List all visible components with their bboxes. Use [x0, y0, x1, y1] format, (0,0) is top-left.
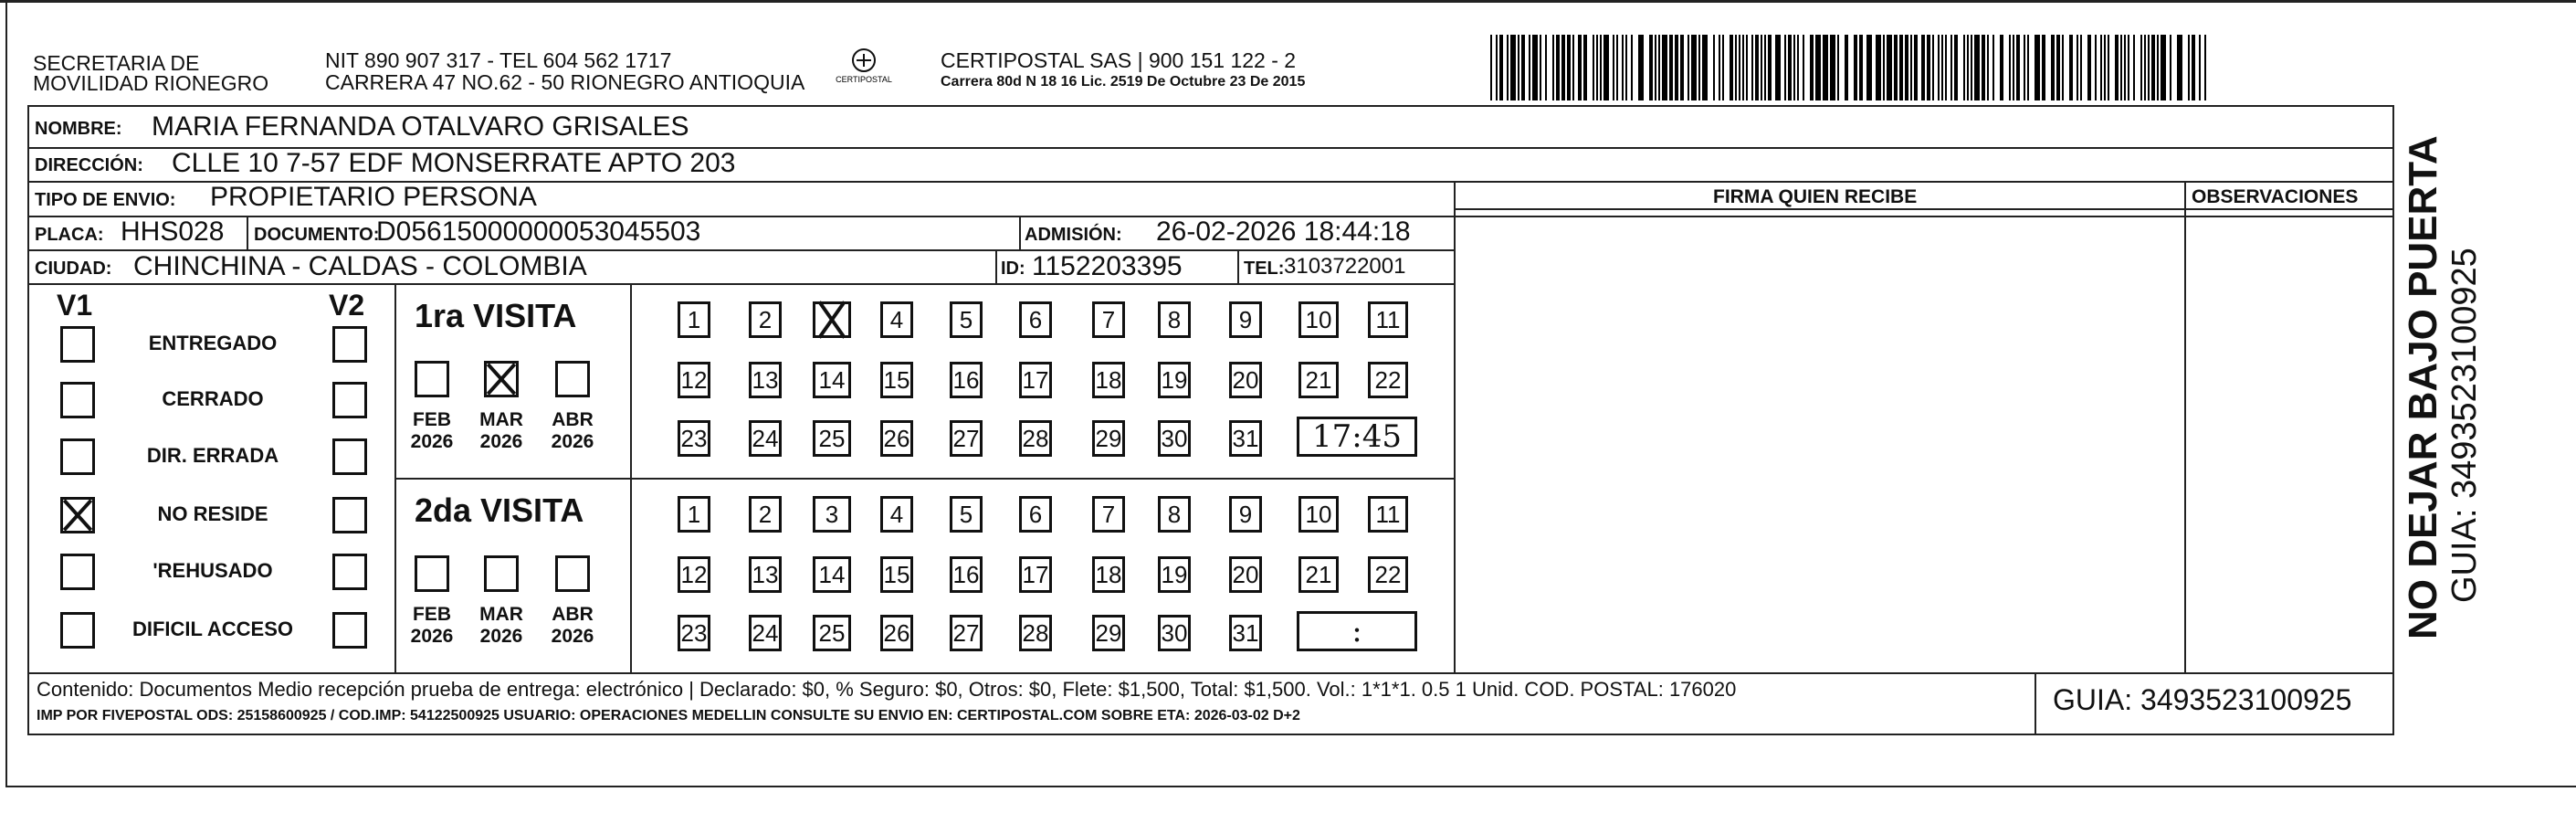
barcode-bar [1499, 35, 1503, 100]
barcode-bar [1596, 35, 1598, 100]
visit-day-box[interactable]: 23 [678, 615, 710, 651]
nit-line: NIT 890 907 317 - TEL 604 562 1717 [325, 48, 672, 72]
visit-day-box[interactable] [813, 301, 851, 338]
barcode-bar [1823, 35, 1828, 100]
cell-divider [247, 216, 248, 249]
barcode-bar [2204, 35, 2206, 100]
barcode-bar [1616, 35, 1618, 100]
barcode-bar [1556, 35, 1560, 100]
cell-divider [995, 249, 997, 283]
city-label: CIUDAD: [35, 259, 112, 279]
visit-day-box[interactable]: 17 [1019, 556, 1052, 593]
barcode-bar [2051, 35, 2055, 100]
cell-divider [1237, 249, 1239, 283]
visit-day-box[interactable]: 4 [880, 301, 913, 338]
barcode-bar [2151, 35, 2155, 100]
barcode-bar [1761, 35, 1762, 100]
barcode-bar [1793, 35, 1795, 100]
visit-day-box[interactable]: 30 [1158, 420, 1191, 457]
barcode-bar [2170, 35, 2171, 100]
recipient-id: 1152203395 [1032, 251, 1183, 281]
barcode-bar [1932, 35, 1934, 100]
visit-day-box[interactable]: 31 [1229, 420, 1262, 457]
barcode-bar [1859, 35, 1863, 100]
contents-line: Contenido: Documentos Medio recepción prueba de entrega: electrónico | Declarado: $0, % Seguro: $0, Otros: $0, Flete: $1,500, Total: $1,500. Vol.: 1*1*1. 0.5 1 Unid. COD. POSTAL: 176020 [37, 678, 1737, 701]
send-type: PROPIETARIO PERSONA [210, 182, 537, 212]
barcode-bar [1938, 35, 1940, 100]
barcode-bar [1510, 35, 1516, 100]
barcode-bar [1583, 35, 1587, 100]
company-line: CERTIPOSTAL SAS | 900 151 122 - 2 [941, 48, 1297, 72]
visit-day-box[interactable]: 27 [950, 420, 983, 457]
visit-day-box[interactable]: 24 [749, 420, 782, 457]
visit-day-box[interactable]: 13 [749, 362, 782, 398]
v2-header: V2 [329, 289, 365, 322]
barcode-bar [2062, 35, 2064, 100]
barcode-bar [1768, 35, 1772, 100]
barcode-bar [1675, 35, 1678, 100]
barcode-bar [1722, 35, 1724, 100]
barcode-bar [2080, 35, 2082, 100]
visit-month-label [550, 604, 595, 648]
visit-day-box[interactable]: 30 [1158, 615, 1191, 651]
visit-day-box[interactable]: 16 [950, 362, 983, 398]
barcode-bar [1784, 35, 1786, 100]
admission-label: ADMISIÓN: [1025, 225, 1122, 245]
visit-day-box[interactable]: 28 [1019, 420, 1052, 457]
barcode-bar [1954, 35, 1958, 100]
org-line-2: MOVILIDAD RIONEGRO [33, 71, 269, 95]
barcode-bar [1691, 35, 1697, 100]
visit-month-name: MAR [479, 604, 523, 625]
barcode-bar [1496, 35, 1498, 100]
barcode-bar [1540, 35, 1541, 100]
visit-month-label [550, 409, 595, 453]
visit-day-box[interactable]: 2 [749, 301, 782, 338]
visit-month-checkbox[interactable] [415, 361, 449, 397]
barcode-bar [2188, 35, 2190, 100]
signature-header-line [1454, 208, 2394, 210]
barcode-bar [1638, 35, 1644, 100]
visit-day-box[interactable]: 21 [1299, 556, 1339, 593]
barcode-bar [1921, 35, 1925, 100]
visit-month-year: 2026 [551, 626, 594, 648]
sheet-bottom-edge [5, 786, 2576, 787]
observations-divider [2184, 181, 2186, 672]
visit-day-box[interactable]: 24 [749, 615, 782, 651]
visit-day-box[interactable]: 19 [1158, 362, 1191, 398]
visit-day-box[interactable]: 8 [1158, 496, 1191, 533]
visit-day-box[interactable]: 14 [813, 556, 851, 593]
visit-day-box[interactable]: 16 [950, 556, 983, 593]
status-label: 'REHUSADO [152, 559, 273, 582]
visit-month-label [409, 409, 455, 453]
address-label: DIRECCIÓN: [35, 155, 143, 175]
status-v1-checkbox[interactable] [60, 497, 95, 533]
tracking-barcode [1490, 35, 2212, 100]
barcode-bar [2009, 35, 2011, 100]
visit-month-year: 2026 [551, 431, 594, 453]
barcode-bar [1887, 35, 1892, 100]
barcode-bar [1600, 35, 1602, 100]
barcode-bar [1845, 35, 1848, 100]
barcode-bar [1894, 35, 1898, 100]
barcode-bar [1490, 35, 1492, 100]
visit-month-name: ABR [552, 409, 594, 430]
barcode-bar [1545, 35, 1547, 100]
barcode-bar [2199, 35, 2201, 100]
barcode-bar [2100, 35, 2102, 100]
send-type-label: TIPO DE ENVIO: [35, 190, 176, 210]
visit-day-box[interactable]: 19 [1158, 556, 1191, 593]
visit-day-box[interactable]: 6 [1019, 301, 1052, 338]
document-label: DOCUMENTO: [254, 225, 380, 245]
visit-month-label [478, 604, 524, 648]
city: CHINCHINA - CALDAS - COLOMBIA [133, 251, 587, 281]
visit-day-box[interactable]: 11 [1368, 301, 1408, 338]
visit-day-box[interactable]: 7 [1092, 496, 1125, 533]
barcode-bar [2108, 35, 2109, 100]
recipient-address: CLLE 10 7-57 EDF MONSERRATE APTO 203 [172, 148, 736, 178]
no-under-door-warning: NO DEJAR BAJO PUERTA [2401, 135, 2445, 639]
admission-datetime: 26-02-2026 18:44:18 [1156, 216, 1411, 247]
barcode-bar [1810, 35, 1814, 100]
barcode-bar [1941, 35, 1943, 100]
license-line: Carrera 80d N 18 16 Lic. 2519 De Octubre 23 De 2015 [941, 74, 1306, 90]
signature-divider [1454, 181, 1456, 672]
visit-day-box[interactable]: 14 [813, 362, 851, 398]
org-line-1: SECRETARIA DE [33, 51, 200, 75]
barcode-bar [1622, 35, 1624, 100]
status-v2-checkbox[interactable] [332, 554, 367, 590]
visit-day-box[interactable]: 25 [813, 420, 851, 457]
visit-day-box[interactable]: 9 [1229, 301, 1262, 338]
status-v2-checkbox[interactable] [332, 438, 367, 475]
barcode-bar [1631, 35, 1633, 100]
barcode-bar [1775, 35, 1781, 100]
barcode-bar [1837, 35, 1839, 100]
barcode-bar [1713, 35, 1715, 100]
status-v1-checkbox[interactable] [60, 554, 95, 590]
barcode-bar [1521, 35, 1525, 100]
barcode-bar [2027, 35, 2029, 100]
barcode-bar [2177, 35, 2182, 100]
barcode-bar [1987, 35, 1989, 100]
visit-month-year: 2026 [479, 431, 523, 453]
barcode-bar [1967, 35, 1969, 100]
visit-day-box[interactable]: 20 [1229, 362, 1262, 398]
visit-day-box[interactable]: 28 [1019, 615, 1052, 651]
visit-day-box[interactable]: 18 [1092, 362, 1125, 398]
name-label: NOMBRE: [35, 119, 122, 139]
visit-month-checkbox[interactable] [484, 361, 519, 397]
barcode-bar [1866, 35, 1872, 100]
recipient-name: MARIA FERNANDA OTALVARO GRISALES [152, 111, 689, 142]
visit-month-year: 2026 [410, 431, 454, 453]
barcode-bar [1578, 35, 1582, 100]
print-line: IMP POR FIVEPOSTAL ODS: 25158600925 / COD.IMP: 54122500925 USUARIO: OPERACIONES MEDELLIN CONSULTE SU ENVIO EN: CERTIPOSTAL.COM SOBRE ETA: 2026-03-02 D+2 [37, 708, 1300, 723]
barcode-bar [1649, 35, 1653, 100]
barcode-bar [2035, 35, 2040, 100]
status-v1-checkbox[interactable] [60, 612, 95, 649]
barcode-bar [1698, 35, 1700, 100]
visit-day-box[interactable]: 26 [880, 420, 913, 457]
side-guide-number: GUIA: 3493523100925 [2445, 248, 2484, 603]
barcode-bar [1561, 35, 1565, 100]
barcode-bar [1945, 35, 1947, 100]
barcode-bar [1742, 35, 1744, 100]
status-v1-checkbox[interactable] [60, 382, 95, 418]
visit-day-box[interactable]: 12 [678, 556, 710, 593]
id-label: ID: [1001, 259, 1025, 279]
visit-day-box[interactable]: 27 [950, 615, 983, 651]
status-v1-checkbox[interactable] [60, 438, 95, 475]
barcode-bar [1974, 35, 1980, 100]
status-label: DIFICIL ACCESO [131, 618, 293, 640]
visit-day-box[interactable]: 17 [1019, 362, 1052, 398]
visit-day-box[interactable]: 22 [1368, 556, 1408, 593]
visit-day-box[interactable]: 25 [813, 615, 851, 651]
barcode-bar [2128, 35, 2129, 100]
barcode-bar [2087, 35, 2091, 100]
visit-day-box[interactable]: 5 [950, 496, 983, 533]
visit-day-box[interactable]: 31 [1229, 615, 1262, 651]
barcode-bar [1680, 35, 1684, 100]
barcode-bar [2024, 35, 2025, 100]
visit-month-year: 2026 [410, 626, 454, 648]
sheet-left-edge [5, 0, 7, 787]
barcode-bar [1658, 35, 1660, 100]
visit-month-name: ABR [552, 604, 594, 625]
barcode-bar [1746, 35, 1748, 100]
barcode-bar [2069, 35, 2073, 100]
visit-month-year: 2026 [479, 626, 523, 648]
address-line: CARRERA 47 NO.62 - 50 RIONEGRO ANTIOQUIA [325, 70, 805, 94]
visit-separator [394, 478, 1454, 480]
visit-time-box[interactable]: 17:45 [1297, 417, 1417, 457]
status-label: DIR. ERRADA [146, 444, 279, 467]
barcode-bar [1567, 35, 1571, 100]
visit-day-box[interactable]: 29 [1092, 615, 1125, 651]
visit-day-box[interactable]: 23 [678, 420, 710, 457]
barcode-bar [1914, 35, 1918, 100]
barcode-bar [1593, 35, 1594, 100]
barcode-bar [2104, 35, 2106, 100]
status-label: NO RESIDE [157, 502, 268, 525]
visit-day-box[interactable]: 3 [813, 496, 851, 533]
barcode-bar [2157, 35, 2159, 100]
visit-time-box[interactable]: : [1297, 611, 1417, 651]
barcode-bar [2124, 35, 2126, 100]
barcode-bar [2144, 35, 2146, 100]
sheet-top-edge [0, 0, 2576, 3]
status-v1-checkbox[interactable] [60, 326, 95, 363]
visit-title: 2da VISITA [415, 491, 584, 529]
visit-day-box[interactable]: 29 [1092, 420, 1125, 457]
cell-divider [1019, 216, 1021, 249]
barcode-bar [1735, 35, 1737, 100]
visit-day-box[interactable]: 9 [1229, 496, 1262, 533]
barcode-bar [1730, 35, 1733, 100]
visit-day-box[interactable]: 11 [1368, 496, 1408, 533]
visit-day-box[interactable]: 7 [1092, 301, 1125, 338]
barcode-bar [1529, 35, 1530, 100]
barcode-bar [2120, 35, 2122, 100]
barcode-bar [1613, 35, 1614, 100]
visit-day-box[interactable]: 10 [1299, 301, 1339, 338]
barcode-bar [1963, 35, 1965, 100]
visit-day-box[interactable]: 8 [1158, 301, 1191, 338]
visit-day-box[interactable]: 18 [1092, 556, 1125, 593]
visit-day-box[interactable]: 5 [950, 301, 983, 338]
barcode-bar [1854, 35, 1857, 100]
barcode-bar [1662, 35, 1667, 100]
barcode-bar [1669, 35, 1673, 100]
visit-day-box[interactable]: 2 [749, 496, 782, 533]
barcode-bar [1755, 35, 1759, 100]
status-v2-checkbox[interactable] [332, 382, 367, 418]
row-line [27, 283, 1454, 285]
barcode-bar [1764, 35, 1766, 100]
barcode-bar [1927, 35, 1930, 100]
visit-title: 1ra VISITA [415, 297, 577, 334]
barcode-bar [2016, 35, 2020, 100]
visit-month-label [478, 409, 524, 453]
barcode-bar [1797, 35, 1799, 100]
barcode-bar [1950, 35, 1952, 100]
status-v2-checkbox[interactable] [332, 612, 367, 649]
barcode-bar [1982, 35, 1985, 100]
receiver-signature-header: FIRMA QUIEN RECIBE [1713, 186, 1918, 207]
visit-day-box[interactable]: 22 [1368, 362, 1408, 398]
status-v2-checkbox[interactable] [332, 497, 367, 533]
logo-text: CERTIPOSTAL [836, 75, 892, 84]
plate: HHS028 [121, 216, 225, 247]
barcode-bar [1899, 35, 1903, 100]
barcode-bar [1992, 35, 1994, 100]
visit-day-box[interactable]: 12 [678, 362, 710, 398]
barcode-bar [1518, 35, 1519, 100]
visit-day-box[interactable]: 1 [678, 496, 710, 533]
visit-day-box[interactable]: 26 [880, 615, 913, 651]
barcode-bar [1655, 35, 1656, 100]
barcode-bar [2133, 35, 2135, 100]
status-label: CERRADO [162, 387, 264, 410]
barcode-bar [1751, 35, 1753, 100]
barcode-bar [2148, 35, 2150, 100]
barcode-bar [2140, 35, 2142, 100]
visit-day-box[interactable]: 15 [880, 556, 913, 593]
visit-month-checkbox[interactable] [415, 555, 449, 592]
row-line [27, 672, 2394, 674]
status-label: ENTREGADO [148, 332, 278, 354]
visit-day-box[interactable]: 15 [880, 362, 913, 398]
barcode-bar [1905, 35, 1908, 100]
barcode-bar [2013, 35, 2014, 100]
barcode-bar [2042, 35, 2045, 100]
plate-label: PLACA: [35, 225, 104, 245]
barcode-bar [1572, 35, 1574, 100]
visit-day-box[interactable]: 21 [1299, 362, 1339, 398]
visit-day-box[interactable]: 13 [749, 556, 782, 593]
barcode-bar [1739, 35, 1740, 100]
barcode-bar [1702, 35, 1708, 100]
guide-box-number: GUIA: 3493523100925 [2053, 683, 2352, 716]
barcode-bar [1532, 35, 1538, 100]
barcode-bar [1971, 35, 1972, 100]
status-v2-checkbox[interactable] [332, 326, 367, 363]
barcode-bar [2095, 35, 2097, 100]
certipostal-logo [831, 46, 897, 93]
barcode-bar [1788, 35, 1792, 100]
observations-header: OBSERVACIONES [2192, 186, 2359, 207]
v1-header: V1 [57, 289, 93, 322]
barcode-bar [1719, 35, 1720, 100]
recipient-tel: 3103722001 [1284, 254, 1406, 279]
barcode-bar [2000, 35, 2003, 100]
barcode-bar [1815, 35, 1821, 100]
visit-month-name: FEB [413, 409, 451, 430]
barcode-bar [2115, 35, 2119, 100]
visit-month-checkbox[interactable] [555, 555, 590, 592]
visit-month-name: MAR [479, 409, 523, 430]
visit-day-box[interactable]: 4 [880, 496, 913, 533]
document-number: D05615000000053045503 [376, 216, 701, 247]
barcode-bar [2161, 35, 2166, 100]
barcode-bar [1507, 35, 1509, 100]
visit-day-box[interactable]: 10 [1299, 496, 1339, 533]
guide-box-divider [2035, 672, 2036, 735]
visit-month-name: FEB [413, 604, 451, 625]
barcode-bar [1883, 35, 1885, 100]
barcode-bar [2192, 35, 2195, 100]
barcode-bar [1625, 35, 1627, 100]
barcode-bar [1910, 35, 1912, 100]
barcode-bar [2077, 35, 2078, 100]
barcode-bar [1876, 35, 1881, 100]
visit-month-checkbox[interactable] [484, 555, 519, 592]
barcode-bar [1830, 35, 1835, 100]
visit-month-checkbox[interactable] [555, 361, 590, 397]
visit-day-box[interactable]: 1 [678, 301, 710, 338]
barcode-bar [1803, 35, 1804, 100]
barcode-bar [1688, 35, 1689, 100]
tel-label: TEL: [1244, 259, 1285, 279]
visit-day-box[interactable]: 6 [1019, 496, 1052, 533]
visit-day-box[interactable]: 20 [1229, 556, 1262, 593]
visit-month-label [409, 604, 455, 648]
barcode-bar [2056, 35, 2060, 100]
barcode-bar [1603, 35, 1609, 100]
barcode-bar [1552, 35, 1554, 100]
